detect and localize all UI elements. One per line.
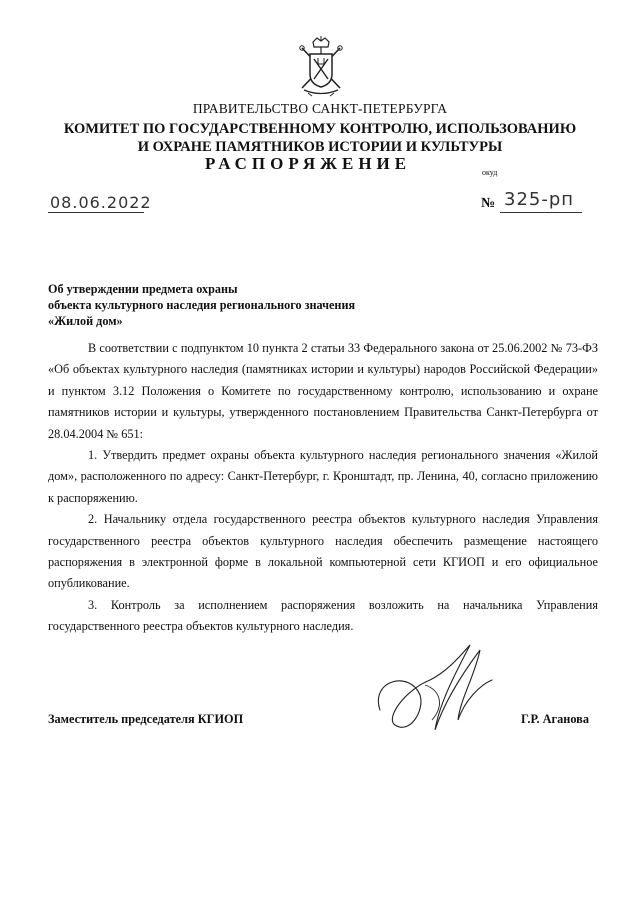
document-type-title: РАСПОРЯЖЕНИЕ [205,154,412,173]
signatory-name: Г.Р. Аганова [521,712,589,726]
preamble-paragraph: В соответствии с подпунктом 10 пункта 2 статьи 33 Федерального закона от 25.06.2002 № 73-ФЗ «Об объектах культурного наследия (памятниках истории и культуры) народов Российской Федерации» и пунктом 3.12 Положения о Комитете по государственному контролю, использованию и охране памятников истории и культуры, утвержденного постановлением Правительства Санкт-Петербурга от 28.04.2004 № 651: [48,341,598,441]
date-underline [48,212,144,213]
subject-line2: объекта культурного наследия регионального значения [48,298,356,312]
government-title: ПРАВИТЕЛЬСТВО САНКТ-ПЕТЕРБУРГА [192,101,448,116]
signatory-role: Заместитель председателя КГИОП [48,712,244,726]
coat-of-arms-icon [296,36,346,98]
committee-title-line1: КОМИТЕТ ПО ГОСУДАРСТВЕННОМУ КОНТРОЛЮ, ИСПОЛЬЗОВАНИЮ [63,121,577,137]
item-3-paragraph: 3. Контроль за исполнением распоряжения возложить на начальника Управления государственного реестра объектов культурного наследия. [48,597,598,634]
number-underline [500,212,582,213]
okud-label: окуд [482,168,498,177]
item-1-paragraph: 1. Утвердить предмет охраны объекта культурного наследия регионального значения «Жилой дом», расположенного по адресу: Санкт-Петербург, г. Кронштадт, пр. Ленина, 40, согласно приложению к распоряжению. [48,448,598,505]
committee-title [0,120,640,156]
document-date: 08.06.2022 [50,193,152,212]
document-body [48,338,598,638]
subject-line1: Об утверждении предмета охраны [48,282,238,296]
subject-line3: «Жилой дом» [48,314,123,328]
handwritten-signature-icon [370,640,500,740]
item-2-paragraph: 2. Начальнику отдела государственного реестра объектов культурного наследия Управления государственного реестра объектов культурного наследия обеспечить размещение настоящего распоряжения в электронной форме в локальной компьютерной сети КГИОП и его официальное опубликование. [48,512,598,591]
number-label: № [481,196,496,211]
document-subject [48,281,355,329]
committee-title-line2: И ОХРАНЕ ПАМЯТНИКОВ ИСТОРИИ И КУЛЬТУРЫ [137,139,503,155]
document-number: 325-рп [504,189,575,210]
